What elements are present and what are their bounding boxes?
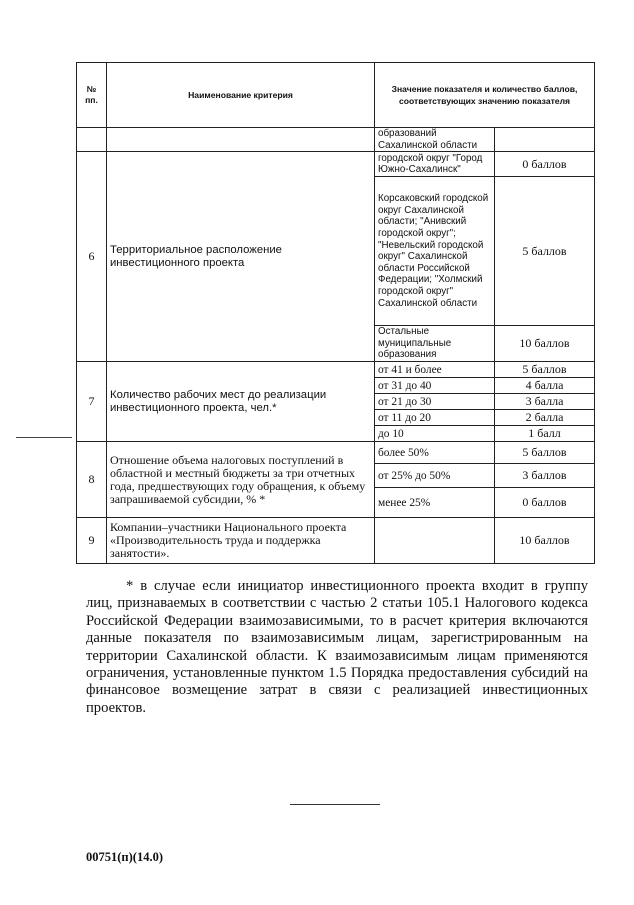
criterion-name: Отношение объема налоговых поступлений в областной и местный бюджеты за три отчетных года, предшествующих году обращения, к объему запрашиваемой субсидии, % * bbox=[107, 442, 375, 518]
value-cell: Корсаковский городской округ Сахалинской области; "Анивский городской округ"; "Невельский городской округ" Сахалинской области Российской Федерации; "Холмский городской округ" Сахалинской области bbox=[375, 177, 495, 326]
points-cell: 1 балл bbox=[495, 426, 595, 442]
points-cell: 0 баллов bbox=[495, 488, 595, 518]
header-num: № пп. bbox=[77, 63, 107, 128]
points-cell: 2 балла bbox=[495, 410, 595, 426]
points-cell: 5 баллов bbox=[495, 362, 595, 378]
empty-cell bbox=[77, 128, 107, 152]
points-cell: 0 баллов bbox=[495, 152, 595, 177]
header-row bbox=[77, 63, 595, 128]
empty-cell bbox=[107, 128, 375, 152]
empty-cell bbox=[495, 128, 595, 152]
points-cell: 10 баллов bbox=[495, 326, 595, 362]
value-cell: от 11 до 20 bbox=[375, 410, 495, 426]
document-code: 00751(п)(14.0) bbox=[86, 850, 163, 864]
table-row bbox=[77, 518, 595, 564]
points-cell: 10 баллов bbox=[495, 518, 595, 564]
value-cell: от 21 до 30 bbox=[375, 394, 495, 410]
table-row bbox=[77, 442, 595, 464]
criterion-name: Территориальное расположение инвестиционного проекта bbox=[107, 152, 375, 362]
table-row bbox=[77, 362, 595, 378]
footnote-text: * в случае если инициатор инвестиционного проекта входит в группу лиц, признаваемых в соответствии с частью 2 статьи 105.1 Налогового кодекса Российской Федерации взаимозависимыми, то в расчет критерия включаются данные показателя по взаимозависимым лицам, зарегистрированным на территории Сахалинской области. К взаимозависимым лицам применяются ограничения, установленные пунктом 1.5 Порядка предоставления субсидий на финансовое возмещение затрат в связи с реализацией инвестиционных проектов. bbox=[86, 578, 588, 716]
criteria-table bbox=[76, 62, 595, 564]
value-cell: городской округ "Город Южно-Сахалинск" bbox=[375, 152, 495, 177]
scan-mark bbox=[16, 437, 72, 438]
points-cell: 5 баллов bbox=[495, 177, 595, 326]
value-cell: образований Сахалинской области bbox=[375, 128, 495, 152]
criterion-name: Компании–участники Национального проекта «Производительность труда и поддержка занятости». bbox=[107, 518, 375, 564]
value-cell bbox=[375, 518, 495, 564]
row-number: 6 bbox=[77, 152, 107, 362]
value-cell: от 41 и более bbox=[375, 362, 495, 378]
criterion-name: Количество рабочих мест до реализации инвестиционного проекта, чел.* bbox=[107, 362, 375, 442]
table-row-continuation bbox=[77, 128, 595, 152]
points-cell: 5 баллов bbox=[495, 442, 595, 464]
value-cell: до 10 bbox=[375, 426, 495, 442]
points-cell: 4 балла bbox=[495, 378, 595, 394]
points-cell: 3 балла bbox=[495, 394, 595, 410]
header-value: Значение показателя и количество баллов, соответствующих значению показателя bbox=[375, 63, 595, 128]
value-cell: Остальные муниципальные образования bbox=[375, 326, 495, 362]
header-criterion: Наименование критерия bbox=[107, 63, 375, 128]
value-cell: менее 25% bbox=[375, 488, 495, 518]
separator-line bbox=[290, 804, 380, 805]
table-row bbox=[77, 152, 595, 177]
value-cell: более 50% bbox=[375, 442, 495, 464]
value-cell: от 25% до 50% bbox=[375, 464, 495, 488]
value-cell: от 31 до 40 bbox=[375, 378, 495, 394]
points-cell: 3 баллов bbox=[495, 464, 595, 488]
row-number: 7 bbox=[77, 362, 107, 442]
row-number: 9 bbox=[77, 518, 107, 564]
row-number: 8 bbox=[77, 442, 107, 518]
